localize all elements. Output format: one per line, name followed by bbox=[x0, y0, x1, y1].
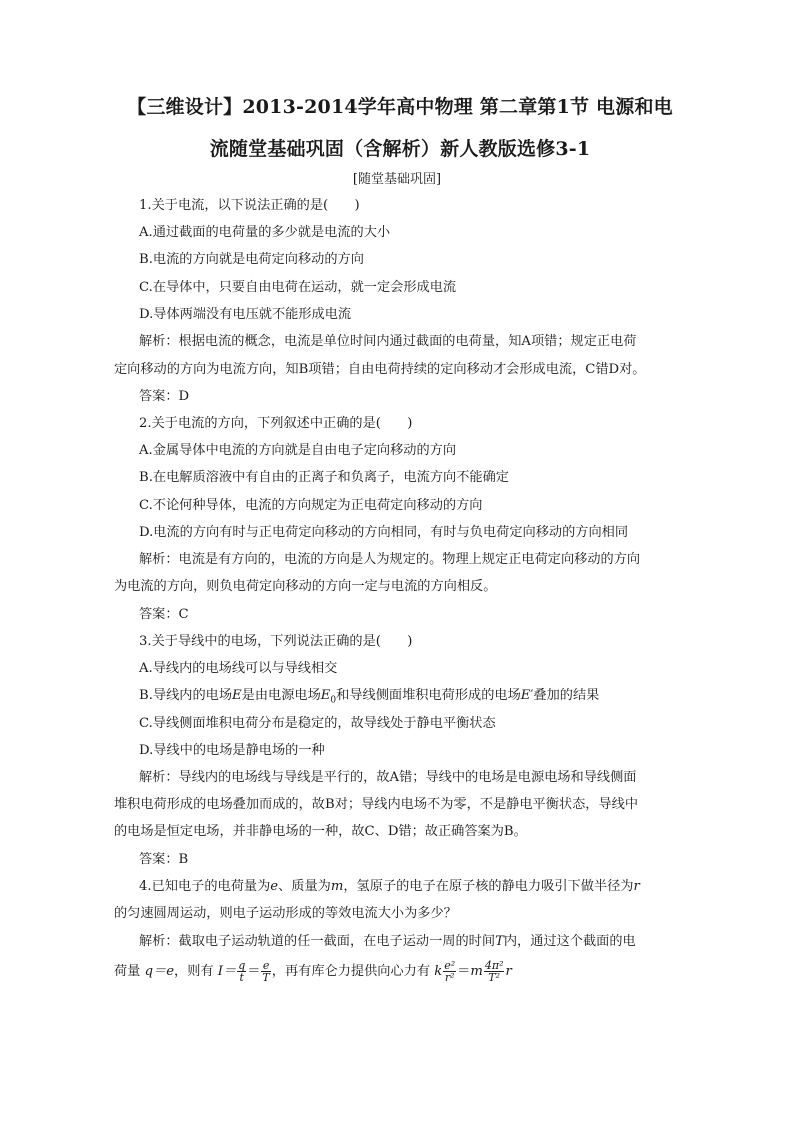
q3-option-a: A.导线内的电场线可以与导线相交 bbox=[139, 661, 338, 676]
fraction-denominator: T bbox=[262, 971, 270, 984]
var-r: r bbox=[505, 964, 512, 979]
fraction-q-over-t bbox=[237, 960, 246, 983]
fraction-numerator: e bbox=[262, 959, 270, 972]
q2-analysis-line-2: 为电流的方向，则负电荷定向移动的方向一定与电流的方向相反。 bbox=[114, 579, 497, 594]
q4-stem-text-2: 、质量为 bbox=[278, 879, 331, 894]
fraction-denominator: T² bbox=[488, 971, 501, 984]
title-line-1: 【三维设计】2013-2014学年高中物理 第二章第1节 电源和电 bbox=[127, 96, 673, 118]
q3-analysis-line-3: 的电场是恒定电场，并非静电场的一种，故C、D错；故正确答案为B。 bbox=[114, 824, 527, 839]
eq-q-equals-e: q＝e bbox=[144, 964, 175, 979]
fraction-4pi2-over-t2 bbox=[484, 960, 505, 983]
fraction-denominator: r² bbox=[444, 971, 455, 984]
q4-analysis-text-2: 内，通过这个截面的电 bbox=[503, 934, 636, 949]
var-e-field: E bbox=[232, 688, 242, 703]
q1-analysis-line-2: 定向移动的方向为电流方向，知B项错；自由电荷持续的定向移动才会形成电流，C错D对。 bbox=[114, 362, 646, 377]
q2-option-c: C.不论何种导体，电流的方向规定为正电荷定向移动的方向 bbox=[139, 498, 483, 513]
var-m: m bbox=[330, 879, 344, 894]
equals-sign: ＝ bbox=[457, 964, 471, 979]
q1-option-a: A.通过截面的电荷量的多少就是电流的大小 bbox=[139, 225, 391, 240]
var-e0-field: E bbox=[320, 688, 331, 703]
title-line-2: 流随堂基础巩固（含解析）新人教版选修3-1 bbox=[209, 138, 591, 160]
fraction-numerator: q bbox=[238, 959, 246, 972]
q2-option-d: D.电流的方向有时与正电荷定向移动的方向相同，有时与负电荷定向移动的方向相同 bbox=[139, 525, 629, 540]
equals-sign: ＝ bbox=[247, 964, 261, 979]
q4-analysis-text-4: ，则有 bbox=[174, 964, 214, 979]
q1-option-b: B.电流的方向就是电荷定向移动的方向 bbox=[139, 252, 364, 267]
q3-option-b-text-1: B.导线内的电场 bbox=[139, 688, 233, 703]
var-m: m bbox=[470, 964, 483, 979]
q3-option-d: D.导线中的电场是静电场的一种 bbox=[139, 743, 325, 758]
fraction-e2-over-r2 bbox=[443, 960, 456, 983]
q4-stem-text-3: ，氢原子的电子在原子核的静电力吸引下做半径为 bbox=[343, 879, 634, 894]
var-t-period: T bbox=[495, 934, 504, 949]
q3-option-b-text-3: 和导线侧面堆积电荷形成的电场 bbox=[336, 688, 521, 703]
section-label: [随堂基础巩固] bbox=[352, 172, 442, 187]
var-e: e bbox=[270, 879, 279, 894]
q2-answer: 答案：C bbox=[139, 607, 189, 622]
q4-analysis-line-1 bbox=[139, 933, 636, 951]
q1-option-d: D.导体两端没有电压就不能形成电流 bbox=[139, 307, 352, 322]
q2-option-a: A.金属导体中电流的方向就是自由电子定向移动的方向 bbox=[139, 443, 457, 458]
q3-option-c: C.导线侧面堆积电荷分布是稳定的，故导线处于静电平衡状态 bbox=[139, 716, 496, 731]
q4-stem-line-1 bbox=[139, 878, 640, 896]
var-e-prime-field: E′ bbox=[520, 688, 534, 703]
q4-analysis-text-3: 荷量 bbox=[114, 964, 141, 979]
q1-analysis-line-1: 解析：根据电流的概念，电流是单位时间内通过截面的电荷量，知A项错；规定正电荷 bbox=[139, 334, 637, 349]
fraction-e-over-t bbox=[261, 960, 270, 983]
q1-answer: 答案：D bbox=[139, 389, 190, 404]
fraction-denominator: t bbox=[239, 971, 244, 984]
q4-analysis-text-1: 解析：截取电子运动轨道的任一截面，在电子运动一周的时间 bbox=[139, 934, 496, 949]
q4-stem-text-1: 4.已知电子的电荷量为 bbox=[139, 879, 271, 894]
q2-stem: 2.关于电流的方向，下列叙述中正确的是( ) bbox=[139, 416, 413, 431]
fraction-numerator: 4π² bbox=[484, 959, 504, 972]
q4-analysis-text-5: ，再有库仑力提供向心力有 bbox=[271, 964, 431, 979]
q3-stem: 3.关于导线中的电场，下列说法正确的是( ) bbox=[139, 634, 413, 649]
q4-analysis-line-2 bbox=[114, 960, 512, 983]
document-title bbox=[120, 90, 680, 166]
q3-answer: 答案：B bbox=[139, 852, 189, 867]
q1-stem: 1.关于电流，以下说法正确的是( ) bbox=[139, 198, 360, 213]
var-e0-subscript: 0 bbox=[330, 695, 337, 706]
q3-option-b-text-2: 是由电源电场 bbox=[241, 688, 321, 703]
q1-option-c: C.在导体中，只要自由电荷在运动，就一定会形成电流 bbox=[139, 280, 457, 295]
q2-analysis-line-1: 解析：电流是有方向的，电流的方向是人为规定的。物理上规定正电荷定向移动的方向 bbox=[139, 552, 641, 567]
q4-stem-line-2: 的匀速圆周运动，则电子运动形成的等效电流大小为多少？ bbox=[114, 906, 457, 921]
q3-analysis-line-1: 解析：导线内的电场线与导线是平行的，故A错；导线中的电场是电源电场和导线侧面 bbox=[139, 770, 637, 785]
q3-option-b bbox=[139, 687, 599, 710]
q2-option-b: B.在电解质溶液中有自由的正离子和负离子，电流方向不能确定 bbox=[139, 470, 509, 485]
eq-i-equals: I＝ bbox=[217, 964, 237, 979]
var-k: k bbox=[434, 964, 443, 979]
q3-option-b-text-4: 叠加的结果 bbox=[533, 688, 600, 703]
fraction-numerator: e² bbox=[444, 959, 456, 972]
q3-analysis-line-2: 堆积电荷形成的电场叠加而成的，故B对；导线内电场不为零，不是静电平衡状态，导线中 bbox=[114, 797, 638, 812]
var-r: r bbox=[633, 879, 640, 894]
